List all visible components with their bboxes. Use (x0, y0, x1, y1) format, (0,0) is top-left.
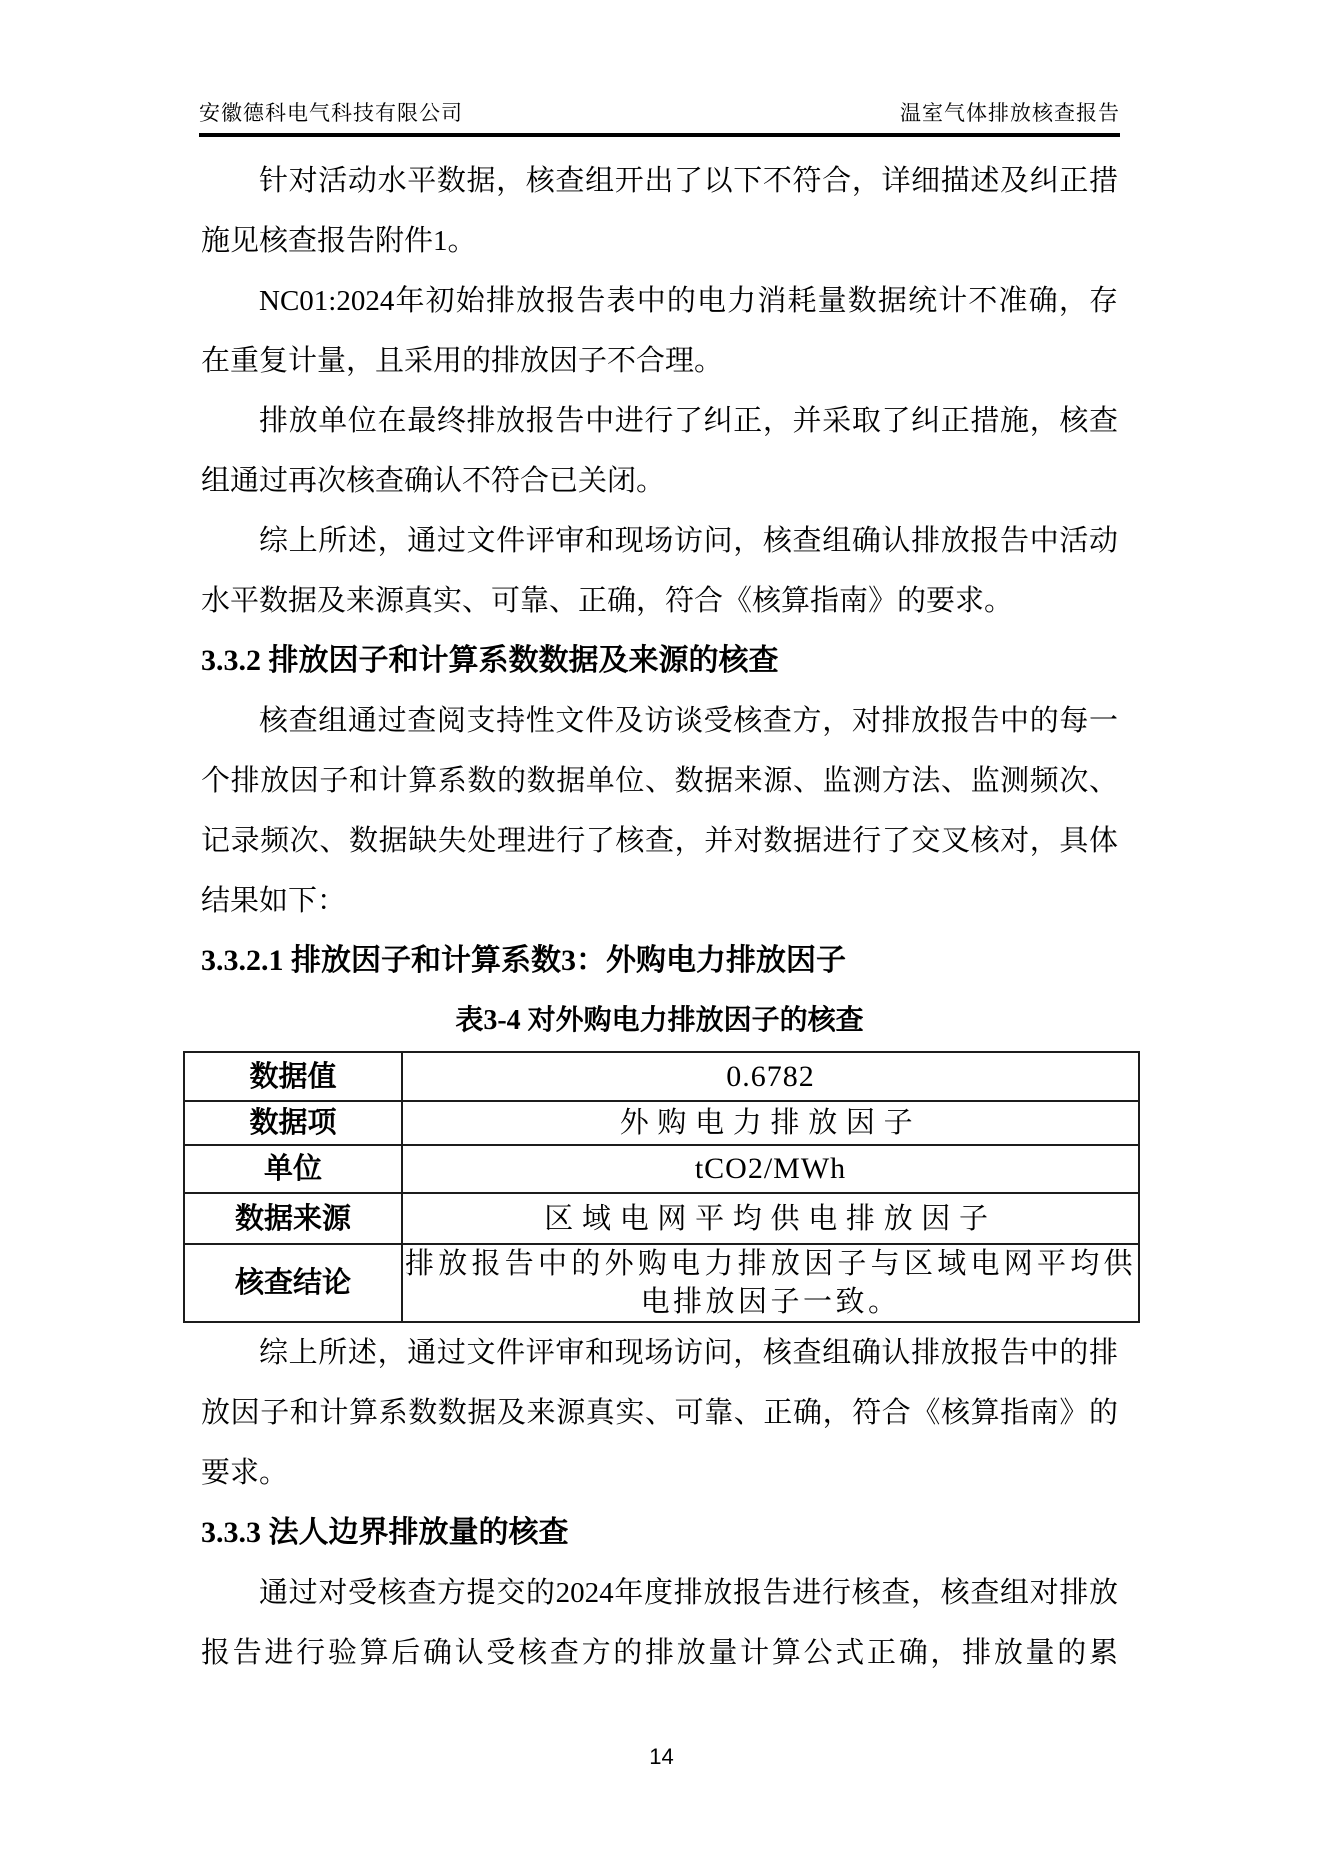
row-label: 数据值 (184, 1052, 402, 1101)
paragraph-ef-method: 核查组通过查阅支持性文件及访谈受核查方，对排放报告中的每一个排放因子和计算系数的数据单位、数据来源、监测方法、监测频次、记录频次、数据缺失处理进行了核查，并对数据进行了交叉核对，具体结果如下： (201, 705, 1118, 917)
row-value: tCO2/MWh (402, 1145, 1139, 1193)
page-body (201, 137, 1136, 1683)
verification-table (183, 1051, 1140, 1323)
row-label: 核查结论 (184, 1244, 402, 1322)
heading-3-3-2-1: 3.3.2.1 排放因子和计算系数3：外购电力排放因子 (201, 944, 846, 977)
table-row (184, 1101, 1139, 1145)
row-label: 数据来源 (184, 1193, 402, 1244)
heading-3-3-2: 3.3.2 排放因子和计算系数数据及来源的核查 (201, 644, 779, 677)
page-header (199, 0, 1120, 137)
header-company-name: 安徽德科电气科技有限公司 (199, 101, 463, 125)
table-row (184, 1244, 1139, 1322)
row-label: 单位 (184, 1145, 402, 1193)
paragraph-correction-closed: 排放单位在最终排放报告中进行了纠正，并采取了纠正措施，核查组通过再次核查确认不符合已关闭。 (201, 405, 1118, 497)
table-row (184, 1145, 1139, 1193)
table-caption: 表3-4 对外购电力排放因子的核查 (455, 1005, 864, 1036)
heading-3-3-3: 3.3.3 法人边界排放量的核查 (201, 1516, 569, 1549)
header-report-title: 温室气体排放核查报告 (900, 101, 1120, 125)
paragraph-nc01: NC01:2024年初始排放报告表中的电力消耗量数据统计不准确，存在重复计量，且采用的排放因子不合理。 (201, 285, 1118, 377)
table-row (184, 1052, 1139, 1101)
paragraph-activity-nonconformity: 针对活动水平数据，核查组开出了以下不符合，详细描述及纠正措施见核查报告附件1。 (201, 165, 1118, 257)
paragraph-ef-conclusion: 综上所述，通过文件评审和现场访问，核查组确认排放报告中的排放因子和计算系数数据及来源真实、可靠、正确，符合《核算指南》的要求。 (201, 1337, 1118, 1489)
row-value: 外购电力排放因子 (402, 1101, 1139, 1145)
row-value: 排放报告中的外购电力排放因子与区域电网平均供电排放因子一致。 (402, 1244, 1139, 1322)
page-number: 14 (649, 1744, 674, 1769)
row-value: 区域电网平均供电排放因子 (402, 1193, 1139, 1244)
row-value: 0.6782 (402, 1052, 1139, 1101)
page-footer (0, 1742, 1323, 1772)
row-label: 数据项 (184, 1101, 402, 1145)
paragraph-activity-conclusion: 综上所述，通过文件评审和现场访问，核查组确认排放报告中活动水平数据及来源真实、可靠、正确，符合《核算指南》的要求。 (201, 525, 1118, 617)
paragraph-boundary-verification: 通过对受核查方提交的2024年度排放报告进行核查，核查组对排放报告进行验算后确认受核查方的排放量计算公式正确，排放量的累 (201, 1577, 1118, 1669)
table-row (184, 1193, 1139, 1244)
